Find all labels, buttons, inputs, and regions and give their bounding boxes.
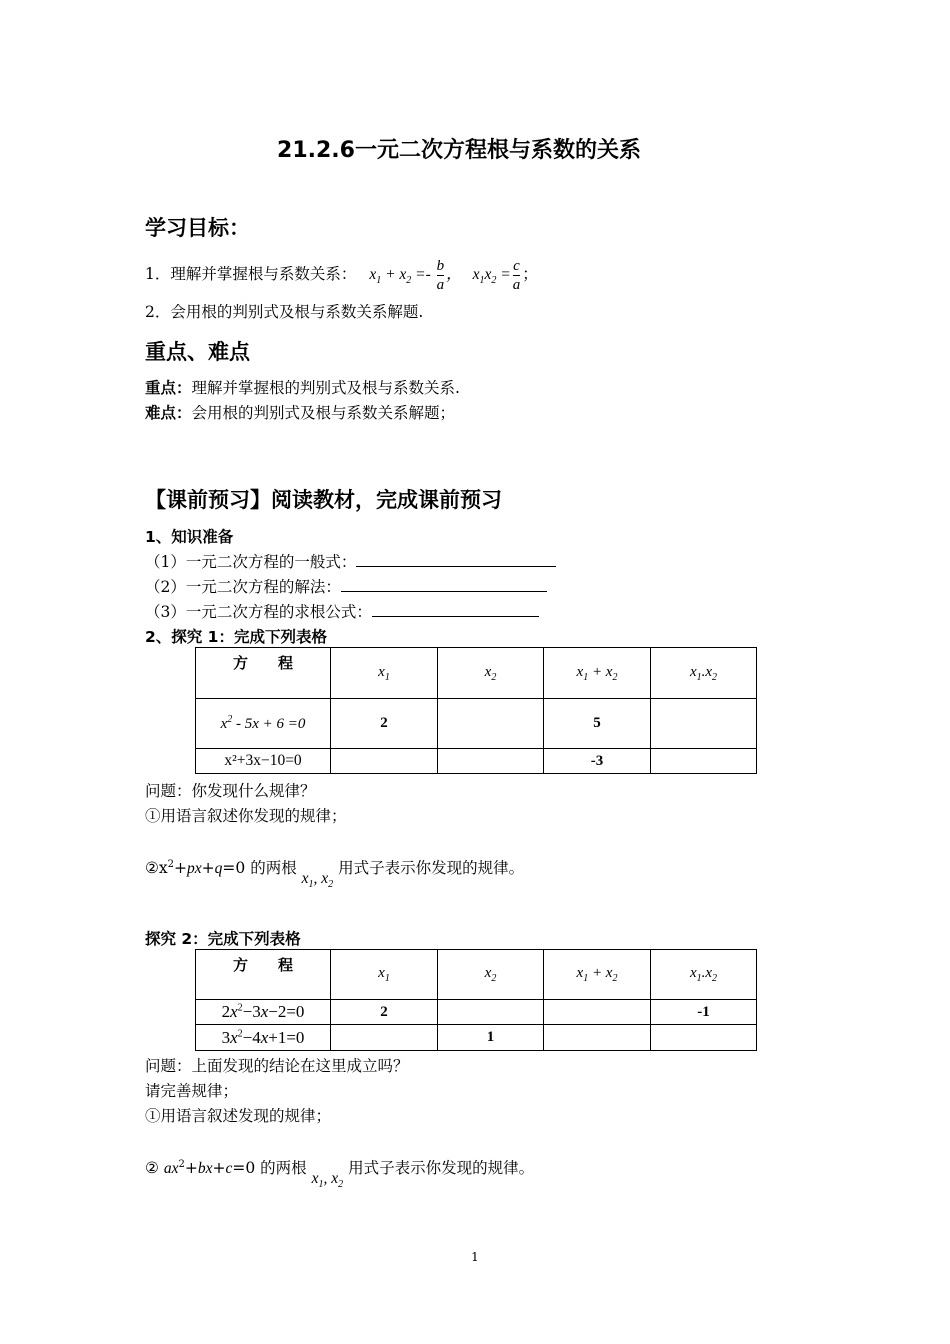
prep-question-2-text: （2）一元二次方程的解法： xyxy=(145,578,341,596)
table-row xyxy=(196,1000,757,1025)
equation-cell: $x^2 - 5x + 6 =0$ xyxy=(196,699,331,749)
explore1-item-2-prefix: ②x xyxy=(145,859,168,877)
explore2-perfect: 请完善规律； xyxy=(145,1082,239,1100)
objective-item-1-end: ； xyxy=(522,265,538,283)
roots-symbol: $x_1$, $x_2$ xyxy=(301,870,334,891)
prep-question-2 xyxy=(145,575,547,597)
header-sum: $x_1 + x_2$ xyxy=(544,950,651,1000)
page-title: 21.2.6一元二次方程根与系数的关系 xyxy=(277,138,641,163)
hard-point xyxy=(145,401,455,423)
explore2-item-1: ①用语言叙述发现的规律； xyxy=(145,1107,332,1125)
explore1-item-1: ①用语言叙述你发现的规律； xyxy=(145,807,347,825)
roots-symbol: $x_1$, $x_2$ xyxy=(311,1170,344,1191)
table-row xyxy=(196,749,757,774)
explore2-table xyxy=(195,949,757,1051)
key-point-text: 理解并掌握根的判别式及根与系数关系. xyxy=(191,379,460,397)
cell-x2[interactable] xyxy=(438,699,544,749)
equation-cell: $3x^2-4x+1=0$ xyxy=(196,1025,331,1051)
explore2-item-2-mid: 的两根 xyxy=(260,1159,307,1177)
cell-sum[interactable]: 5 xyxy=(544,699,651,749)
explore1-question: 问题：你发现什么规律？ xyxy=(145,782,316,800)
objective-item-1-text: 1．理解并掌握根与系数关系： xyxy=(145,265,357,283)
explore1-item-2: $②x^2+px+q=0$ 的两根 $x_1$, $x_2$ 用式子表示你发现的规律。 xyxy=(145,858,525,891)
hard-point-label: 难点： xyxy=(145,404,192,422)
formula-product: $x_1x_2$ = $\frac{c}{a}$ xyxy=(472,257,521,293)
knowledge-heading: 1、知识准备 xyxy=(145,528,234,546)
cell-product[interactable] xyxy=(651,1025,757,1051)
answer-blank-3[interactable] xyxy=(372,602,539,617)
explore1-item-2-suffix: 用式子表示你发现的规律。 xyxy=(338,859,525,877)
explore1-heading: 2、探究 1：完成下列表格 xyxy=(145,628,327,646)
cell-sum[interactable] xyxy=(544,1000,651,1025)
page-number: 1 xyxy=(471,1250,479,1264)
key-point xyxy=(145,376,460,398)
explore2-item-2: ② $ax^2+bx+c=0$ 的两根 $x_1$, $x_2$ 用式子表示你发现的规律。 xyxy=(145,1158,535,1191)
prep-question-3 xyxy=(145,600,539,622)
header-x2: $x_2$ xyxy=(438,950,544,1000)
objective-item-2: 2．会用根的判别式及根与系数关系解题. xyxy=(145,303,424,321)
header-sum: $x_1 + x_2$ xyxy=(544,648,651,699)
cell-x1[interactable]: 2 xyxy=(331,1000,438,1025)
key-point-label: 重点： xyxy=(145,379,192,397)
table-row xyxy=(196,1025,757,1051)
cell-x2[interactable] xyxy=(438,1000,544,1025)
answer-blank-2[interactable] xyxy=(341,577,547,592)
formula-sum: $x_1 + x_2$ =- $\frac{b}{a}$ ， xyxy=(369,257,462,293)
cell-x1[interactable] xyxy=(331,1025,438,1051)
answer-blank-1[interactable] xyxy=(356,552,556,567)
header-x1: $x_1$ xyxy=(331,648,438,699)
table-row xyxy=(196,699,757,749)
equation-cell: $2x^2-3x-2=0$ xyxy=(196,1000,331,1025)
header-equation: 方 程 xyxy=(196,648,331,699)
preview-heading: 【课前预习】阅读教材，完成课前预习 xyxy=(145,488,502,512)
cell-x1[interactable] xyxy=(331,749,438,774)
hard-point-text: 会用根的判别式及根与系数关系解题； xyxy=(191,404,456,422)
header-equation: 方 程 xyxy=(196,950,331,1000)
prep-question-1 xyxy=(145,550,556,572)
explore1-table xyxy=(195,647,757,774)
cell-x2[interactable] xyxy=(438,749,544,774)
prep-question-1-text: （1）一元二次方程的一般式： xyxy=(145,553,357,571)
prep-question-3-text: （3）一元二次方程的求根公式： xyxy=(145,603,372,621)
explore1-item-2-mid: 的两根 xyxy=(250,859,297,877)
cell-product[interactable] xyxy=(651,749,757,774)
cell-product[interactable]: -1 xyxy=(651,1000,757,1025)
cell-x2[interactable]: 1 xyxy=(438,1025,544,1051)
cell-sum[interactable]: -3 xyxy=(544,749,651,774)
explore2-question: 问题：上面发现的结论在这里成立吗？ xyxy=(145,1057,409,1075)
key-points-heading: 重点、难点 xyxy=(145,340,250,364)
explore2-heading: 探究 2：完成下列表格 xyxy=(145,930,301,948)
header-product: $x_1.x_2$ xyxy=(651,648,757,699)
equation-cell: x²+3x−10=0 xyxy=(196,749,331,774)
cell-x1[interactable]: 2 xyxy=(331,699,438,749)
header-product: $x_1.x_2$ xyxy=(651,950,757,1000)
objectives-heading: 学习目标： xyxy=(145,216,250,240)
header-x2: $x_2$ xyxy=(438,648,544,699)
cell-product[interactable] xyxy=(651,699,757,749)
cell-sum[interactable] xyxy=(544,1025,651,1051)
explore2-item-2-suffix: 用式子表示你发现的规律。 xyxy=(348,1159,535,1177)
header-x1: $x_1$ xyxy=(331,950,438,1000)
explore2-item-2-prefix: ② xyxy=(145,1159,159,1177)
objective-item-1 xyxy=(145,256,538,299)
